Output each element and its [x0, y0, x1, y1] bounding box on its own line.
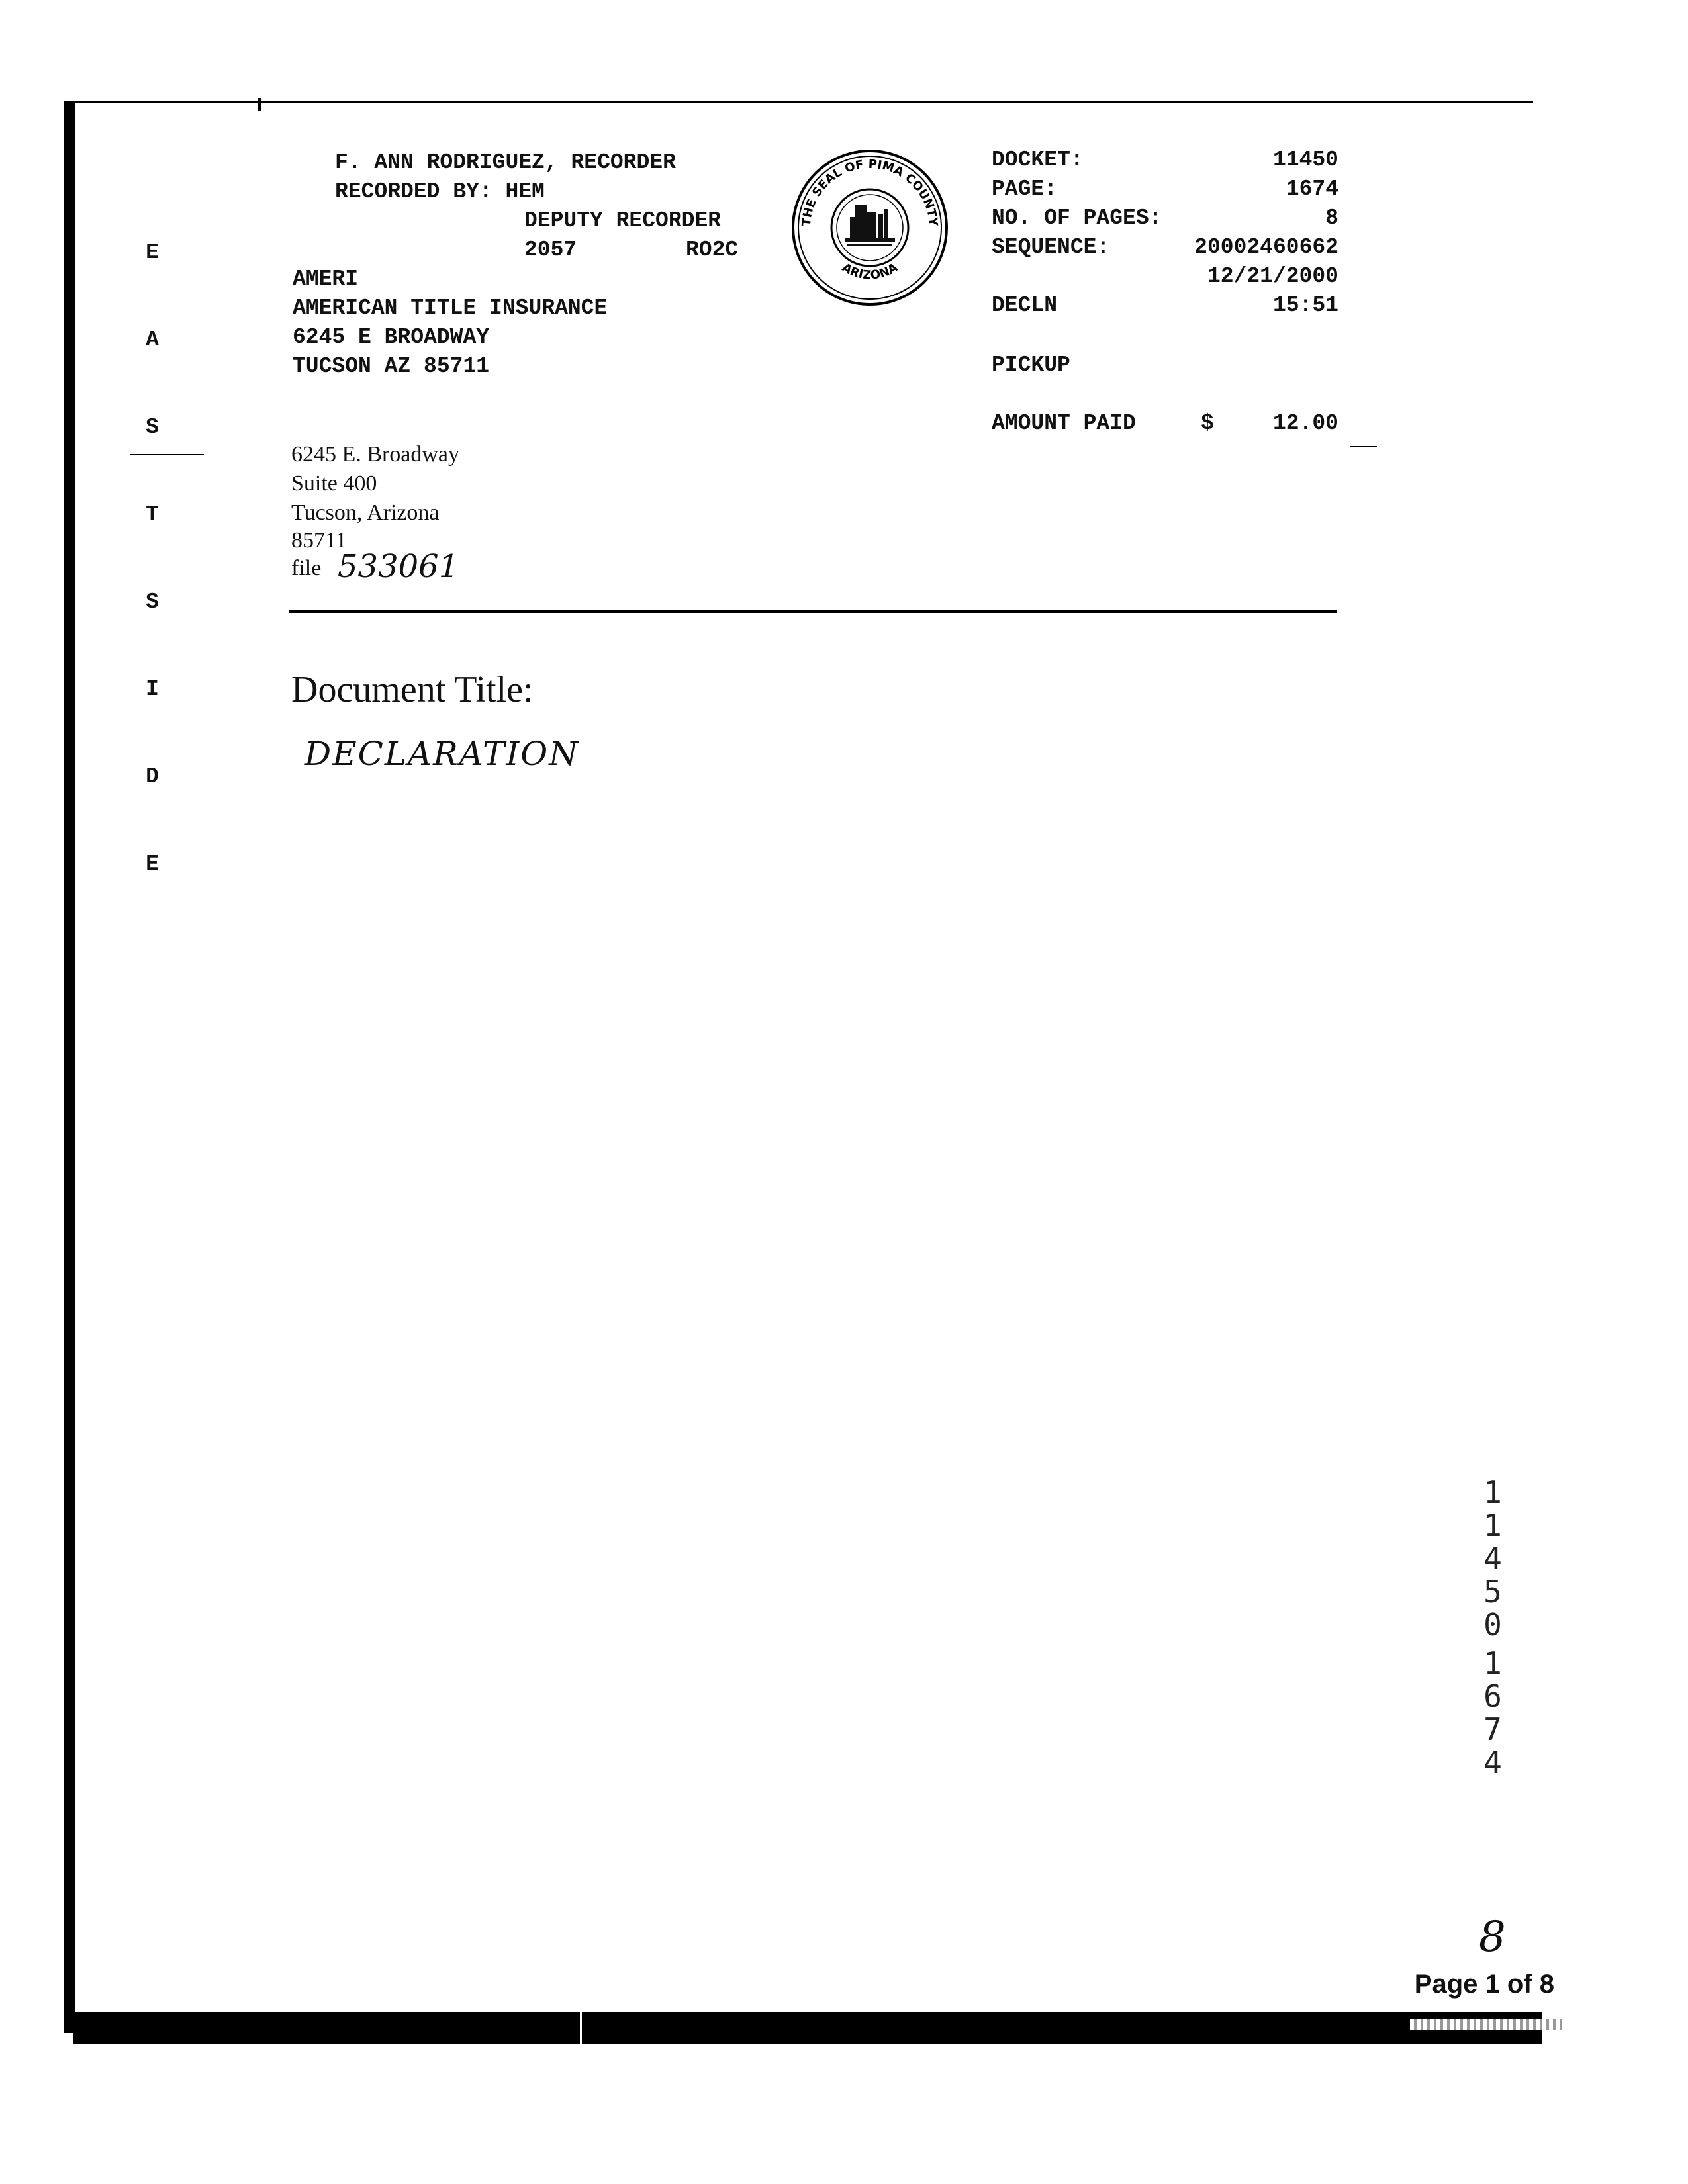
deputy-recorder: DEPUTY RECORDER: [524, 208, 722, 233]
document-title-value: DECLARATION: [305, 735, 580, 773]
top-tick: [258, 98, 261, 111]
seal-top-text: THE SEAL OF PIMA COUNTY: [799, 157, 941, 227]
stamp-digit: 7: [1483, 1711, 1502, 1747]
bottom-border: [73, 2012, 1542, 2044]
county-seal: [790, 148, 949, 307]
seal-bottom-text: ARIZONA: [839, 260, 900, 283]
bottom-scan-noise: [1410, 2019, 1562, 2030]
page-label: PAGE:: [992, 177, 1058, 201]
record-date: 12/21/2000: [1207, 264, 1338, 289]
side-letter: E: [146, 852, 159, 876]
side-letter: I: [146, 677, 159, 702]
type-label: DECLN: [992, 293, 1058, 318]
recorder-code-right: RO2C: [686, 238, 739, 262]
header-divider: [289, 610, 1337, 613]
pages-row: [992, 204, 1338, 233]
svg-text:ARIZONA: [839, 261, 900, 283]
eastside-vertical-label: [139, 180, 165, 908]
docket-row: [992, 146, 1338, 175]
stamp-digit: 6: [1483, 1678, 1502, 1714]
return-address-line3: Tucson, Arizona: [291, 500, 440, 525]
recorder-code-left: 2057: [524, 238, 577, 262]
side-letter: S: [146, 590, 159, 614]
stamp-digit: 5: [1483, 1574, 1502, 1610]
addressee-line1: AMERI: [293, 267, 359, 291]
document-title-label: Document Title:: [291, 669, 534, 710]
top-border: [64, 101, 1533, 103]
sequence-value: 20002460662: [1194, 235, 1338, 259]
recorded-by: RECORDED BY: HEM: [335, 179, 545, 204]
type-row: [992, 291, 1338, 320]
page-vertical-stamp: [1476, 1647, 1509, 1779]
left-border: [64, 101, 75, 2033]
amount-currency: $: [1201, 411, 1214, 435]
page-indicator: Page 1 of 8: [1414, 1970, 1554, 1999]
side-letter: E: [146, 240, 159, 265]
side-letter: D: [146, 764, 159, 789]
page-row: [992, 175, 1338, 204]
amount-label: AMOUNT PAID: [992, 411, 1136, 435]
docket-vertical-stamp: [1476, 1476, 1509, 1641]
stamp-digit: 1: [1483, 1475, 1502, 1510]
stamp-digit: 1: [1483, 1645, 1502, 1681]
stamp-digit: 1: [1483, 1508, 1502, 1543]
pickup-label: PICKUP: [992, 353, 1070, 377]
left-dash: [130, 454, 204, 455]
bottom-border-gap: [580, 2012, 582, 2044]
pages-value: 8: [1325, 206, 1338, 230]
stamp-digit: 4: [1483, 1541, 1502, 1576]
recorder-name: F. ANN RODRIGUEZ, RECORDER: [335, 150, 676, 175]
seal-emblem-icon: [845, 205, 895, 246]
stamp-digit: 0: [1483, 1607, 1502, 1643]
docket-value: 11450: [1272, 148, 1338, 172]
addressee-line2: AMERICAN TITLE INSURANCE: [293, 296, 608, 320]
amount-value: 12.00: [1272, 411, 1338, 435]
pages-label: NO. OF PAGES:: [992, 206, 1162, 230]
side-letter: S: [146, 415, 159, 439]
time-value: 15:51: [1272, 293, 1338, 318]
return-address-line4: 85711: [291, 528, 347, 553]
handwritten-page-mark: 8: [1479, 1913, 1506, 1962]
file-label: file: [291, 556, 322, 580]
addressee-line4: TUCSON AZ 85711: [293, 354, 490, 379]
side-letter: A: [146, 328, 159, 352]
sequence-label: SEQUENCE:: [992, 235, 1110, 259]
return-address-line2: Suite 400: [291, 471, 377, 496]
side-letter: T: [146, 502, 159, 527]
addressee-line3: 6245 E BROADWAY: [293, 325, 490, 349]
page-value: 1674: [1286, 177, 1338, 201]
return-address-line1: 6245 E. Broadway: [291, 442, 460, 467]
docket-label: DOCKET:: [992, 148, 1084, 172]
file-number: 533061: [338, 548, 459, 585]
right-dash: [1350, 446, 1377, 447]
stamp-digit: 4: [1483, 1745, 1502, 1780]
sequence-row: [992, 233, 1338, 262]
